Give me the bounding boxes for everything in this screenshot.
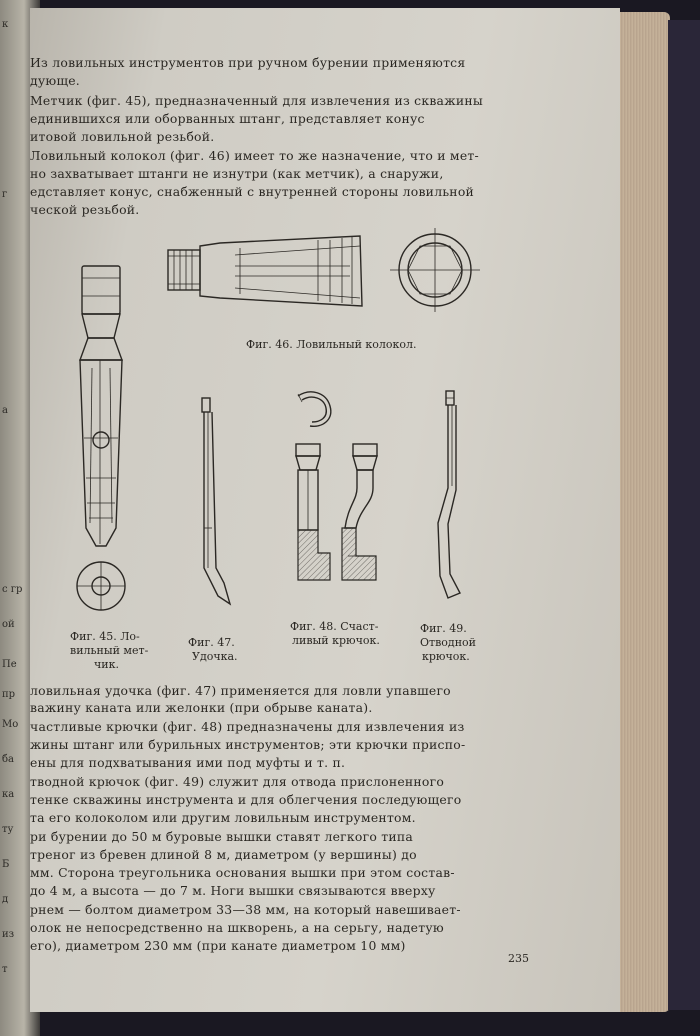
page-edges — [612, 12, 670, 1012]
text-line: мм. Сторона треугольника основания вышки при этом состав- — [30, 865, 455, 880]
text-line: до 4 м, а высота — до 7 м. Ноги вышки связываются вверху — [30, 883, 436, 898]
text-line: треног из бревен длиной 8 м, диаметром (у вершины) до — [30, 847, 417, 862]
left-snippet: а — [2, 405, 8, 416]
fig47-hook-rod-drawing — [202, 398, 230, 604]
text-line: ческой резьбой. — [30, 202, 140, 217]
left-snippet: д — [2, 894, 9, 905]
text-line: тводной крючок (фиг. 49) служит для отвода прислоненного — [30, 774, 445, 789]
text-line: важину каната или желонки (при обрыве каната). — [30, 700, 373, 715]
fig46-caption: Фиг. 46. Ловильный колокол. — [246, 338, 417, 351]
text-line: Ловильный колокол (фиг. 46) имеет то же назначение, что и мет- — [30, 148, 479, 163]
fig45-caption-line2: вильный мет- — [70, 644, 149, 657]
left-snippet: ба — [2, 754, 14, 765]
text-line: ловильная удочка (фиг. 47) применяется для ловли упавшего — [30, 683, 451, 698]
text-line: жины штанг или бурильных инструментов; эти крючки приспо- — [30, 737, 466, 752]
fig48-caption-line1: Фиг. 48. Счаст- — [290, 620, 379, 633]
fig45-caption-line3: чик. — [94, 658, 119, 671]
text-line: ри бурении до 50 м буровые вышки ставят легкого типа — [30, 829, 414, 844]
fig47-caption-line1: Фиг. 47. — [188, 636, 235, 649]
text-line: но захватывает штанги не изнутри (как метчик), а снаружи, — [30, 166, 444, 181]
text-line: олок не непосредственно на шкворень, а на серьгу, надетую — [30, 920, 444, 935]
left-snippet: ка — [2, 789, 15, 800]
left-snippet: Пе — [2, 659, 17, 670]
left-snippet: Мо — [2, 719, 19, 730]
text-line: итовой ловильной резьбой. — [30, 129, 215, 144]
left-snippet: к — [2, 19, 9, 30]
left-snippet: ой — [2, 619, 15, 630]
text-line: частливые крючки (фиг. 48) предназначены для извлечения из — [30, 719, 465, 734]
fig46-bell-drawing — [168, 236, 362, 306]
left-snippet: г — [2, 189, 8, 200]
left-snippet: с гр — [2, 584, 23, 595]
fig49-diverting-hook-drawing — [438, 391, 460, 598]
book-cover — [668, 20, 700, 1010]
text-line: ены для подхватывания ими под муфты и т. п. — [30, 755, 346, 770]
fig47-caption-line2: Удочка. — [192, 650, 238, 663]
left-snippet: пр — [2, 689, 16, 700]
fig49-caption-line2: Отводной — [420, 636, 476, 649]
page-number: 235 — [508, 952, 529, 965]
text-line: та его колоколом или другим ловильным инструментом. — [30, 810, 416, 825]
text-line: Из ловильных инструментов при ручном бурении применяются — [30, 55, 466, 70]
text-line: тенке скважины инструмента и для облегчения последующего — [30, 792, 462, 807]
fig45-tap-drawing — [77, 266, 125, 610]
left-snippet: из — [2, 929, 15, 940]
fig49-caption-line3: крючок. — [422, 650, 470, 663]
fig49-caption-line1: Фиг. 49. — [420, 622, 467, 635]
fig48-lucky-hook-drawing — [296, 392, 377, 580]
left-snippet: т — [2, 964, 8, 975]
left-snippet: Б — [2, 859, 10, 870]
fig45-caption-line1: Фиг. 45. Ло- — [70, 630, 140, 643]
text-line: его), диаметром 230 мм (при канате диаметром 10 мм) — [30, 938, 406, 953]
fig46-bell-end-view — [390, 228, 480, 312]
left-snippet: ту — [2, 824, 14, 835]
text-line: дующе. — [30, 73, 80, 88]
text-line: рнем — болтом диаметром 33—38 мм, на который навешивает- — [30, 902, 461, 917]
book-page — [30, 8, 620, 1012]
text-line: Метчик (фиг. 45), предназначенный для извлечения из скважины — [30, 93, 483, 108]
text-line: едставляет конус, снабженный с внутренней стороны ловильной — [30, 184, 475, 199]
text-line: единившихся или оборванных штанг, представляет конус — [30, 111, 425, 126]
fig48-caption-line2: ливый крючок. — [292, 634, 380, 647]
